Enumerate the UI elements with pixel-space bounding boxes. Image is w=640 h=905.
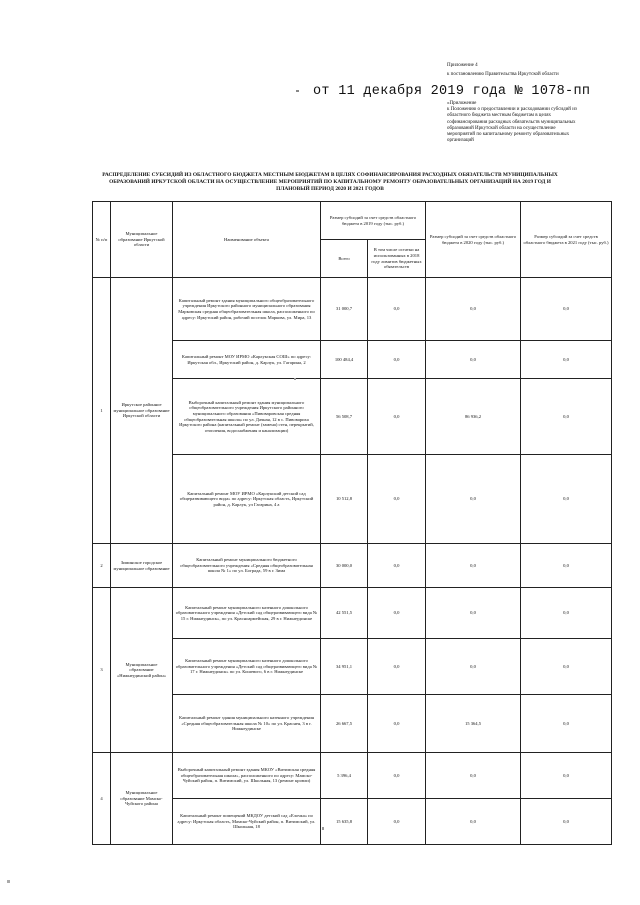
header-num: № п/п bbox=[93, 202, 111, 278]
table-row bbox=[93, 278, 612, 341]
municipality-cell: Иркутское районное муниципальное образование Иркутской области bbox=[111, 278, 173, 544]
y2020-cell: 0,0 bbox=[426, 455, 521, 544]
decree-date-number: от 11 декабря 2019 года № 1078-пп bbox=[313, 84, 591, 99]
y2020-cell: 0,0 bbox=[426, 588, 521, 639]
y2021-cell: 0,0 bbox=[521, 341, 612, 379]
y2021-cell: 0,0 bbox=[521, 278, 612, 341]
municipality-cell: Зиминское городское муниципальное образование bbox=[111, 544, 173, 588]
y2020-cell: 0,0 bbox=[426, 639, 521, 695]
scan-mark bbox=[296, 90, 299, 92]
total-cell: 56 508,7 bbox=[321, 379, 368, 455]
total-cell: 34 951,1 bbox=[321, 639, 368, 695]
of-which-cell: 0,0 bbox=[368, 639, 426, 695]
object-cell: Капитальный ремонт здания муниципального общеобразовательного учреждения Иркутского районного муниципального образования Марковская средняя общеобразовательная школа, расположенного по адресу: Иркутский район, рабочий поселок Маркова, ул. Мира, 13 bbox=[173, 278, 321, 341]
total-cell: 5 396,4 bbox=[321, 753, 368, 799]
title-line: ПЛАНОВЫЙ ПЕРИОД 2020 И 2021 ГОДОВ bbox=[276, 186, 384, 192]
y2021-cell: 0,0 bbox=[521, 639, 612, 695]
appendix-label: Приложение 4 bbox=[447, 63, 478, 68]
total-cell: 30 000,0 bbox=[321, 544, 368, 588]
row-number: 3 bbox=[93, 588, 111, 753]
y2020-cell: 0,0 bbox=[426, 278, 521, 341]
of-which-cell: 0,0 bbox=[368, 278, 426, 341]
municipality-cell: Муниципальное образование «Нижнеудинский район» bbox=[111, 588, 173, 753]
y2021-cell: 0,0 bbox=[521, 753, 612, 799]
row-number: 1 bbox=[93, 278, 111, 544]
table-row bbox=[93, 753, 612, 799]
header-total: Всего bbox=[321, 240, 368, 278]
header-of-which: В том числе остатки на использованных в 2018 году лимитов бюджетных обязательств bbox=[368, 240, 426, 278]
appendix2-label: «Приложение bbox=[447, 101, 477, 106]
object-cell: Капитальный ремонт муниципального казенного дошкольного образовательного учреждения «Детский сад общеразвивающего вида № 17 г. Нижнеудинск» по ул. Кошевого, 6 в г. Нижнеудинске bbox=[173, 639, 321, 695]
y2021-cell: 0,0 bbox=[521, 695, 612, 753]
regulation-line: областного бюджета местным бюджетам в целях bbox=[447, 113, 552, 119]
object-cell: Выборочный капитальный ремонт здания МКОУ «Витимская средняя общеобразовательная школа», расположенного по адресу: Мамско-Чуйский район, п. Витимский, ул. Школьная, 13 (ремонт кровли) bbox=[173, 753, 321, 799]
y2021-cell: 0,0 bbox=[521, 588, 612, 639]
header-2019: Размер субсидий за счет средств областного бюджета в 2019 году (тыс. руб.) bbox=[321, 202, 426, 240]
of-which-cell: 0,0 bbox=[368, 544, 426, 588]
of-which-cell: 0,0 bbox=[368, 341, 426, 379]
total-cell: 26 667,5 bbox=[321, 695, 368, 753]
header-municipality: Муниципальное образование Иркутской области bbox=[111, 202, 173, 278]
object-cell: Выборочный капитальный ремонт здания муниципального общеобразовательного учреждения Иркутского районного муниципального образования «Пивоваровская средняя общеобразовательная школа» по ул. Дачная, 12 в с. Пивовариха Иркутского района (капитальный ремонт (замена) стен, перекрытий, отопления, водоснабжения и канализации) bbox=[173, 379, 321, 455]
table-row bbox=[93, 588, 612, 639]
object-cell: Капитальный ремонт МОУ ИРМО «Карлукский детский сад общеразвивающего вида» по адресу: Иркутская область, Иркутский район, д. Карлук, ул Гагарина, 4 а bbox=[173, 455, 321, 544]
of-which-cell: 0,0 bbox=[368, 695, 426, 753]
regulation-line: к Положению о предоставлении и расходовании субсидий из bbox=[447, 107, 577, 113]
y2020-cell: 0,0 bbox=[426, 341, 521, 379]
header-2021: Размер субсидий за счет средств областного бюджета в 2021 году (тыс. руб.) bbox=[521, 202, 612, 278]
decree-reference: к постановлению Правительства Иркутской области bbox=[447, 72, 559, 77]
object-cell: Капитальный ремонт здания муниципального казенного учреждения «Средняя общеобразовательная школа № 10» по ул. Краснея, 3 в г. Нижнеудинске bbox=[173, 695, 321, 753]
regulation-block bbox=[447, 101, 617, 144]
y2021-cell: 0,0 bbox=[521, 544, 612, 588]
y2020-cell: 0,0 bbox=[426, 799, 521, 845]
title-line: ОБРАЗОВАНИЙ ИРКУТСКОЙ ОБЛАСТИ НА ОСУЩЕСТВЛЕНИЕ МЕРОПРИЯТИЙ ПО КАПИТАЛЬНОМУ РЕМОНТУ ОБРАЗОВАТЕЛЬНЫХ ОРГАНИЗАЦИЙ НА 2019 ГОД И bbox=[109, 179, 551, 185]
scan-mark bbox=[322, 827, 324, 830]
regulation-line: образований Иркутской области на осуществление bbox=[447, 125, 556, 131]
municipality-cell: Муниципальное образование Мамско-Чуйского района bbox=[111, 753, 173, 845]
total-cell: 10 512,8 bbox=[321, 455, 368, 544]
regulation-line: мероприятий по капитальному ремонту образовательных bbox=[447, 132, 570, 138]
table-row bbox=[93, 544, 612, 588]
scan-mark bbox=[7, 880, 10, 883]
object-cell: Капитальный ремонт муниципального бюджетного общеобразовательного учреждения «Средняя общеобразовательная школа № 1» по ул. Бограда, 59 в г. Зима bbox=[173, 544, 321, 588]
object-cell: Капитальный ремонт помещений МКДОУ детский сад «Елочка» по адресу: Иркутская область, Мамско-Чуйский район, п. Витимский, ул. Школьная, 18 bbox=[173, 799, 321, 845]
regulation-line: софинансирования расходных обязательств муниципальных bbox=[447, 119, 576, 125]
of-which-cell: 0,0 bbox=[368, 753, 426, 799]
total-cell: 42 551,5 bbox=[321, 588, 368, 639]
subsidy-table bbox=[92, 201, 612, 845]
y2020-cell: 0,0 bbox=[426, 544, 521, 588]
row-number: 2 bbox=[93, 544, 111, 588]
of-which-cell: 0,0 bbox=[368, 799, 426, 845]
of-which-cell: 0,0 bbox=[368, 455, 426, 544]
of-which-cell: 0,0 bbox=[368, 588, 426, 639]
y2021-cell: 0,0 bbox=[521, 379, 612, 455]
y2021-cell: 0,0 bbox=[521, 799, 612, 845]
row-number: 4 bbox=[93, 753, 111, 845]
object-cell: Капитальный ремонт муниципального казенного дошкольного образовательного учреждения «Детский сад общеразвивающего вида № 15 г. Нижнеудинск», по ул. Красноармейская, 29 в г. Нижнеудинске bbox=[173, 588, 321, 639]
y2020-cell: 86 936,2 bbox=[426, 379, 521, 455]
header-object: Наименование объекта bbox=[173, 202, 321, 278]
total-cell: 31 000,7 bbox=[321, 278, 368, 341]
scan-mark bbox=[294, 378, 296, 380]
object-cell: Капитальный ремонт МОУ ИРМО «Карлукская СОШ» по адресу: Иркутская обл., Иркутский район, д. Карлук, ул. Гагарина, 2 bbox=[173, 341, 321, 379]
of-which-cell: 0,0 bbox=[368, 379, 426, 455]
y2020-cell: 15 364,5 bbox=[426, 695, 521, 753]
document-title bbox=[40, 172, 620, 193]
total-cell: 15 635,8 bbox=[321, 799, 368, 845]
header-2020: Размер субсидий за счет средств областного бюджета в 2020 году (тыс. руб.) bbox=[426, 202, 521, 278]
total-cell: 100 484,4 bbox=[321, 341, 368, 379]
y2020-cell: 0,0 bbox=[426, 753, 521, 799]
title-line: РАСПРЕДЕЛЕНИЕ СУБСИДИЙ ИЗ ОБЛАСТНОГО БЮДЖЕТА МЕСТНЫМ БЮДЖЕТАМ В ЦЕЛЯХ СОФИНАНСИРОВАНИЯ РАСХОДНЫХ ОБЯЗАТЕЛЬСТВ МУНИЦИПАЛЬНЫХ bbox=[102, 172, 558, 178]
y2021-cell: 0,0 bbox=[521, 455, 612, 544]
regulation-line: организаций bbox=[447, 138, 474, 144]
